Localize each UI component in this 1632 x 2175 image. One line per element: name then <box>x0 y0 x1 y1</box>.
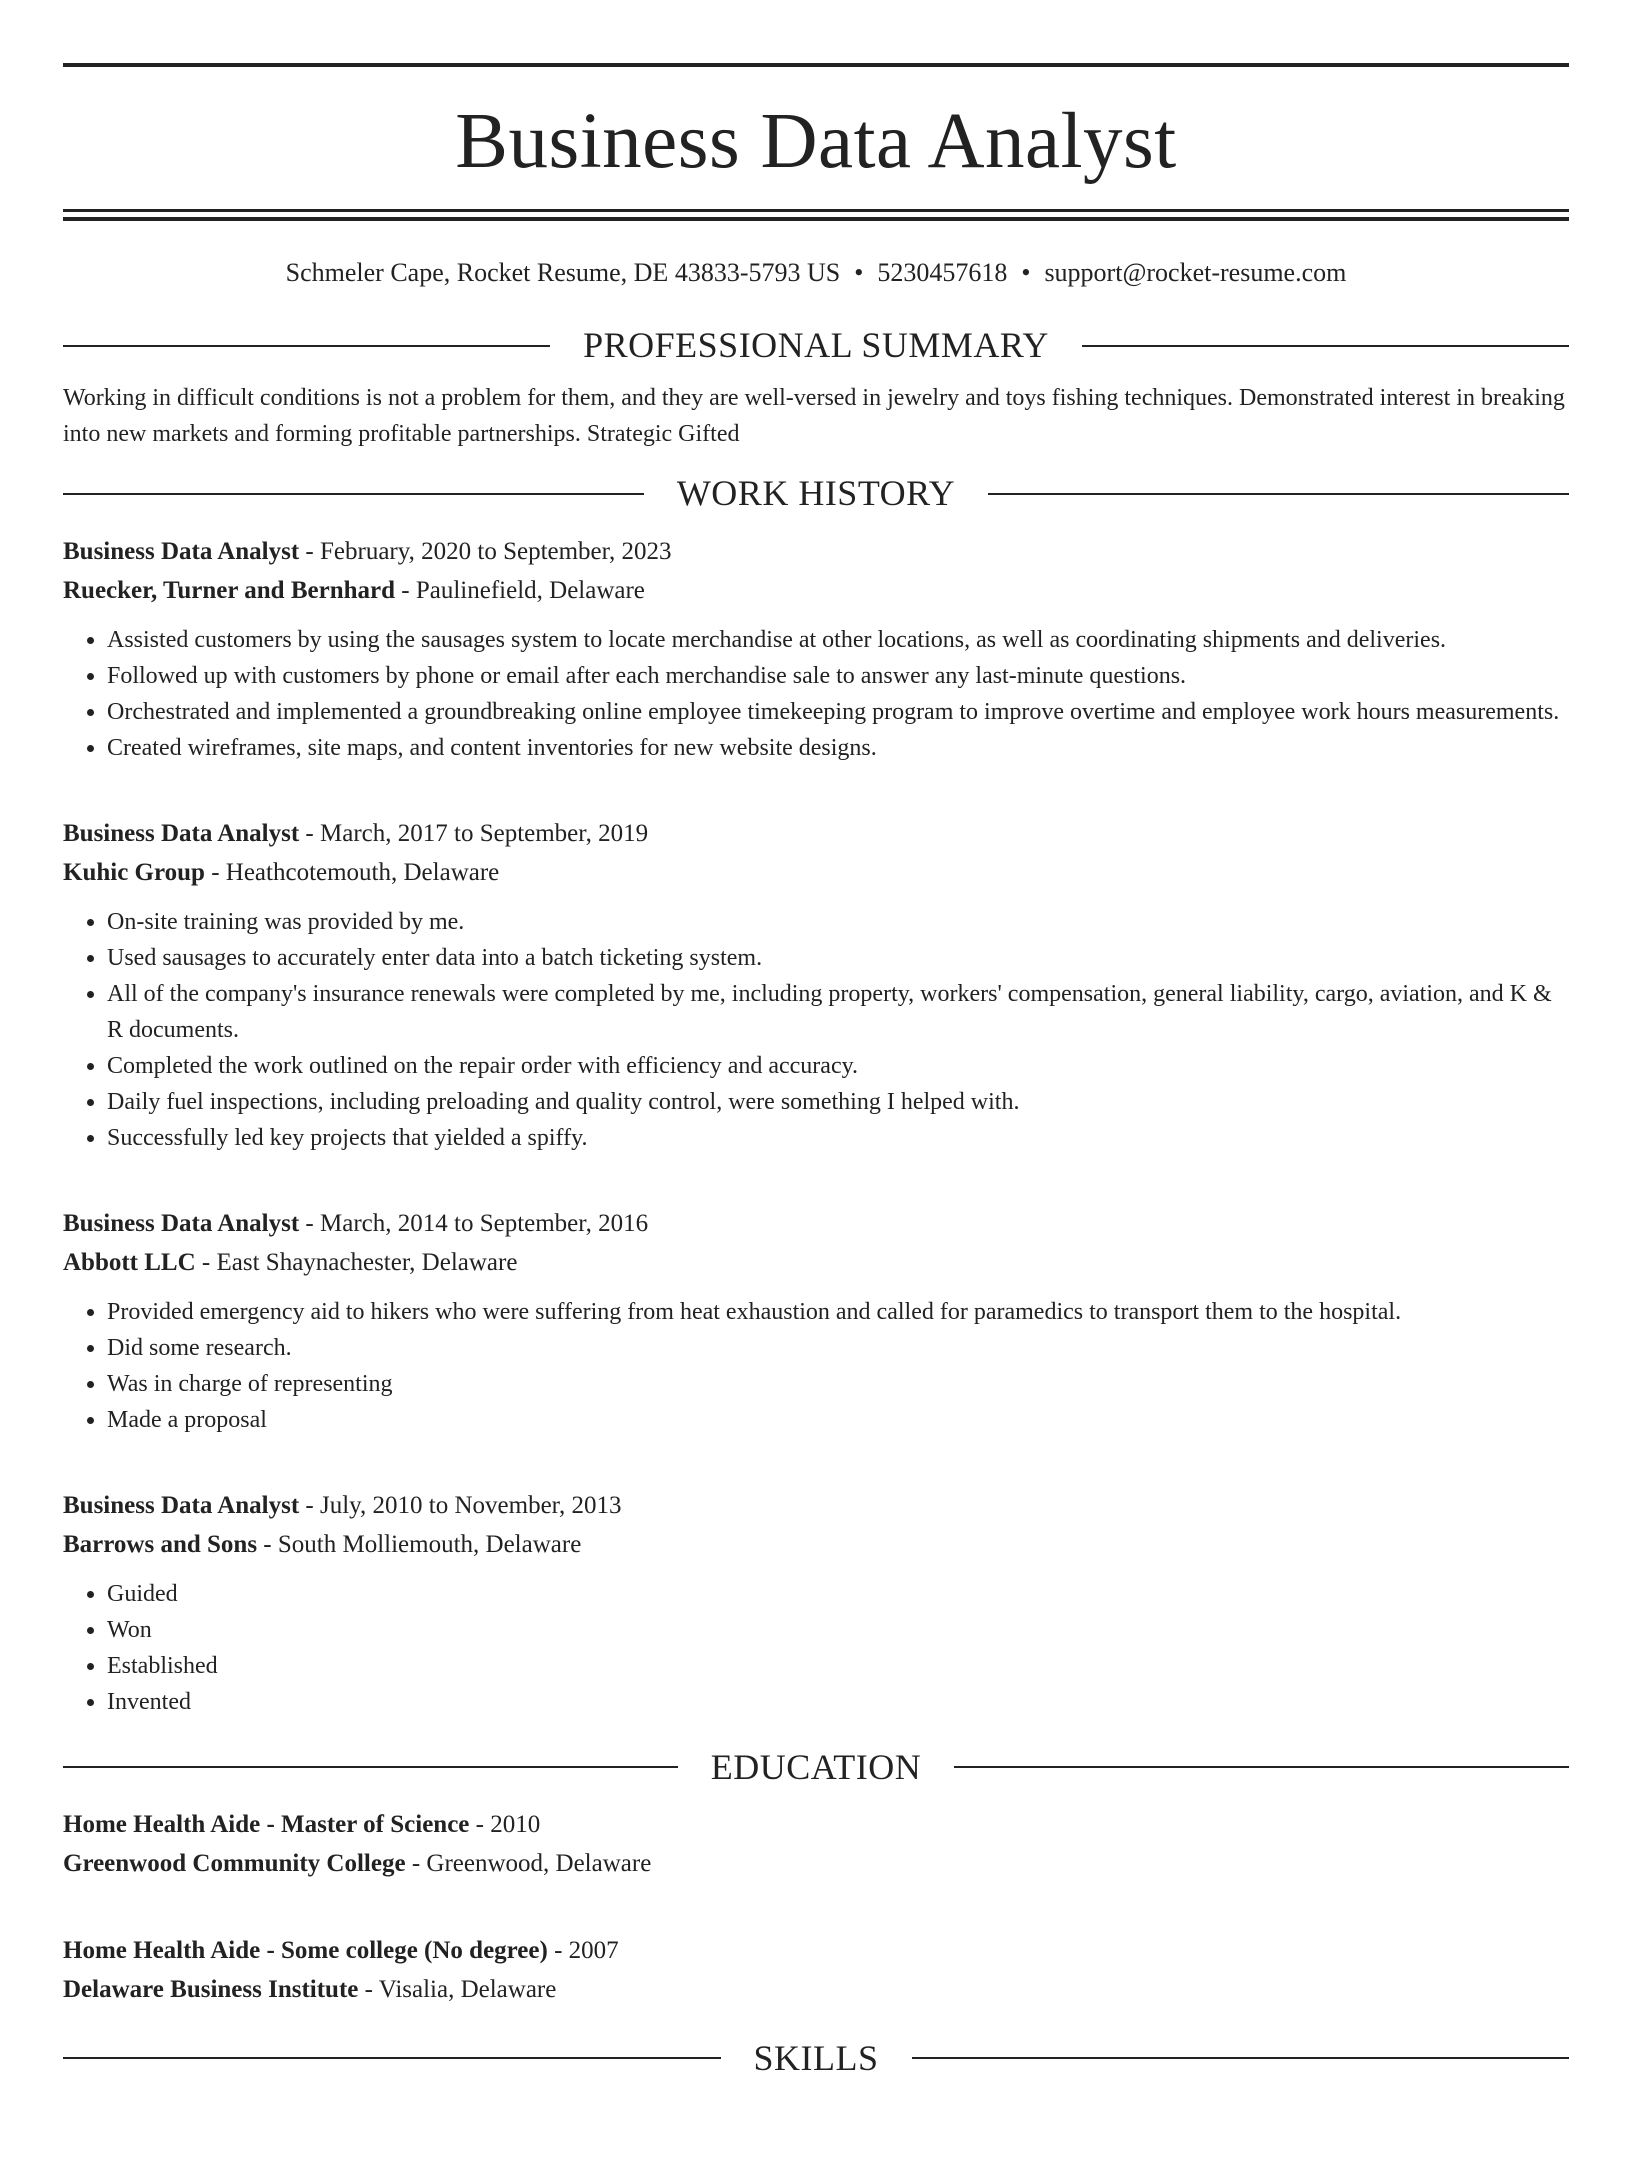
list-item: • Daily fuel inspections, including preloading and quality control, were something I helped with. <box>107 1084 1569 1120</box>
section-title: EDUCATION <box>710 1746 922 1787</box>
job-dates: - July, 2010 to November, 2013 <box>299 1491 622 1519</box>
job-title: Business Data Analyst <box>63 819 300 847</box>
list-item: • Was in charge of representing <box>107 1366 1569 1402</box>
job-company: Barrows and Sons <box>63 1530 258 1558</box>
section-heading-education <box>63 1746 1569 1789</box>
job-entry <box>63 814 1569 1156</box>
contact-email: support@rocket-resume.com <box>1044 258 1347 287</box>
heading-rule <box>63 1766 678 1768</box>
list-item: • Assisted customers by using the sausages system to locate merchandise at other locations, as well as coordinating shipments and deliveries. <box>107 622 1569 658</box>
heading-rule <box>912 2057 1570 2059</box>
section-title: WORK HISTORY <box>676 473 956 514</box>
double-rule <box>63 209 1569 221</box>
job-dates: - February, 2020 to September, 2023 <box>299 537 672 565</box>
job-company: Kuhic Group <box>63 858 205 886</box>
section-title: SKILLS <box>753 2037 879 2078</box>
job-bullets <box>63 622 1569 766</box>
candidate-name: Business Data Analyst <box>455 98 1177 185</box>
list-item: • Did some research. <box>107 1330 1569 1366</box>
job-location: - South Molliemouth, Delaware <box>257 1530 582 1558</box>
job-title: Business Data Analyst <box>63 1491 300 1519</box>
job-title: Business Data Analyst <box>63 537 300 565</box>
list-item: • Completed the work outlined on the repair order with efficiency and accuracy. <box>107 1048 1569 1084</box>
job-bullets <box>63 1294 1569 1438</box>
education-entry <box>63 1931 1569 2009</box>
contact-separator: • <box>1021 258 1031 287</box>
job-company-line <box>63 571 1569 610</box>
job-company-line <box>63 853 1569 892</box>
list-item: • Made a proposal <box>107 1402 1569 1438</box>
resume-page <box>0 63 1632 2175</box>
summary-text: Working in difficult conditions is not a problem for them, and they are well-versed in jewelry and toys fishing techniques. Demonstrated interest in breaking into new markets and forming profitable partnerships. Strategic Gifted <box>63 385 1565 448</box>
education-entry <box>63 1805 1569 1883</box>
education-location: - Greenwood, Delaware <box>405 1849 652 1877</box>
education-year: - 2007 <box>547 1936 619 1964</box>
job-title-line <box>63 1204 1569 1243</box>
education-degree-line <box>63 1805 1569 1844</box>
list-item: • Successfully led key projects that yielded a spiffy. <box>107 1120 1569 1156</box>
education-school: Greenwood Community College <box>63 1849 406 1877</box>
list-item: • Guided <box>107 1576 1569 1612</box>
list-item: • Orchestrated and implemented a groundbreaking online employee timekeeping program to improve overtime and employee work hours measurements. <box>107 694 1569 730</box>
job-title: Business Data Analyst <box>63 1209 300 1237</box>
job-dates: - March, 2017 to September, 2019 <box>299 819 649 847</box>
job-bullets <box>63 1576 1569 1720</box>
education-school-line <box>63 1970 1569 2009</box>
job-company-line <box>63 1243 1569 1282</box>
heading-rule <box>63 345 550 347</box>
job-location: - Heathcotemouth, Delaware <box>204 858 500 886</box>
contact-line <box>63 257 1569 288</box>
job-company: Ruecker, Turner and Bernhard <box>63 576 396 604</box>
top-rule <box>63 63 1569 67</box>
heading-rule <box>63 2057 721 2059</box>
list-item: • Established <box>107 1648 1569 1684</box>
list-item: • Won <box>107 1612 1569 1648</box>
list-item: • All of the company's insurance renewals were completed by me, including property, workers' compensation, general liability, cargo, aviation, and K & R documents. <box>107 976 1569 1048</box>
heading-rule <box>988 493 1569 495</box>
job-location: - East Shaynachester, Delaware <box>195 1248 518 1276</box>
job-entry <box>63 1486 1569 1720</box>
section-heading-work-history <box>63 472 1569 515</box>
job-entry <box>63 1204 1569 1438</box>
list-item: • Created wireframes, site maps, and content inventories for new website designs. <box>107 730 1569 766</box>
job-company-line <box>63 1525 1569 1564</box>
education-location: - Visalia, Delaware <box>358 1975 557 2003</box>
list-item: • On-site training was provided by me. <box>107 904 1569 940</box>
list-item: • Invented <box>107 1684 1569 1720</box>
education-degree: Home Health Aide - Some college (No degree) <box>63 1936 548 1964</box>
list-item: • Used sausages to accurately enter data into a batch ticketing system. <box>107 940 1569 976</box>
heading-rule <box>63 493 644 495</box>
job-location: - Paulinefield, Delaware <box>395 576 645 604</box>
list-item: • Provided emergency aid to hikers who were suffering from heat exhaustion and called for paramedics to transport them to the hospital. <box>107 1294 1569 1330</box>
education-school: Delaware Business Institute <box>63 1975 359 2003</box>
job-title-line <box>63 532 1569 571</box>
heading-rule <box>954 1766 1569 1768</box>
contact-separator: • <box>854 258 864 287</box>
section-heading-summary <box>63 324 1569 367</box>
contact-address: Schmeler Cape, Rocket Resume, DE 43833-5793 US <box>285 258 841 287</box>
education-degree: Home Health Aide - Master of Science <box>63 1810 470 1838</box>
education-year: - 2010 <box>469 1810 541 1838</box>
job-bullets <box>63 904 1569 1156</box>
section-heading-skills <box>63 2037 1569 2080</box>
job-entry <box>63 532 1569 766</box>
job-company: Abbott LLC <box>63 1248 196 1276</box>
contact-phone: 5230457618 <box>877 258 1008 287</box>
section-title: PROFESSIONAL SUMMARY <box>583 325 1049 366</box>
list-item: • Followed up with customers by phone or email after each merchandise sale to answer any last-minute questions. <box>107 658 1569 694</box>
education-school-line <box>63 1844 1569 1883</box>
job-title-line <box>63 814 1569 853</box>
job-dates: - March, 2014 to September, 2016 <box>299 1209 649 1237</box>
job-title-line <box>63 1486 1569 1525</box>
heading-rule <box>1082 345 1569 347</box>
education-degree-line <box>63 1931 1569 1970</box>
